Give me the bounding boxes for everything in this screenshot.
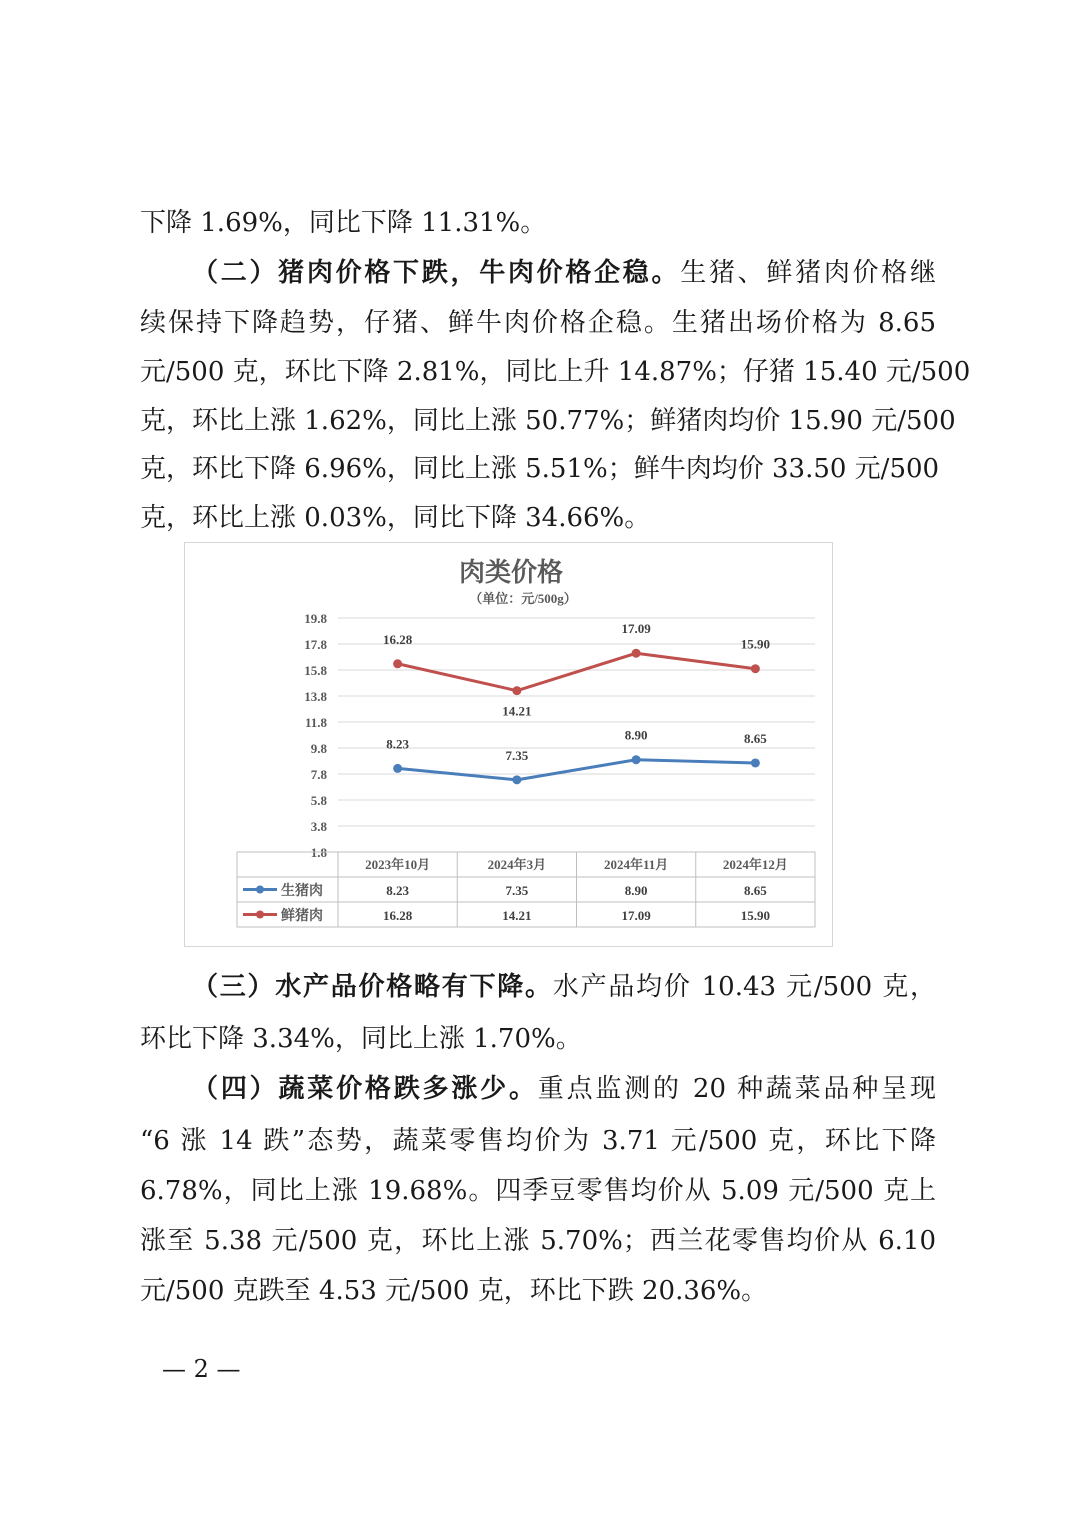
y-tick-label: 5.8 — [310, 793, 327, 808]
data-label: 8.90 — [624, 727, 648, 743]
data-table-cell: 14.21 — [502, 908, 532, 923]
paragraph-text: 元/500 克跌至 4.53 元/500 克，环比下跌 20.36%。 — [140, 1276, 768, 1306]
paragraph-text: 下降 1.69%，同比下降 11.31%。 — [140, 208, 547, 238]
page-number: — 2 — — [162, 1355, 241, 1383]
data-point — [393, 764, 402, 773]
section-heading: （二）猪肉价格下跌，牛肉价格企稳。 — [192, 258, 681, 288]
paragraph-4-line — [140, 1174, 936, 1208]
section-heading: （三）水产品价格略有下降。 — [192, 972, 553, 1002]
meat-price-chart — [184, 542, 833, 947]
data-table-cell: 8.23 — [386, 883, 409, 898]
category-label: 2024年12月 — [722, 857, 788, 872]
paragraph-text: 环比下降 3.34%，同比上涨 1.70%。 — [140, 1024, 582, 1054]
legend-marker-key — [256, 886, 264, 894]
section-heading: （四）蔬菜价格跌多涨少。 — [192, 1074, 538, 1104]
paragraph-text: “6 涨 14 跌”态势，蔬菜零售均价为 3.71 元/500 克，环比下降 — [140, 1126, 936, 1156]
series-line-2 — [398, 653, 756, 690]
chart-canvas — [185, 543, 834, 948]
legend-series-name: 鲜猪肉 — [281, 909, 323, 924]
paragraph-text: 克，环比下降 6.96%，同比上涨 5.51%；鲜牛肉均价 33.50 元/500 — [140, 454, 940, 484]
category-label: 2024年3月 — [487, 857, 547, 872]
data-label: 8.65 — [744, 730, 767, 746]
data-point — [393, 659, 402, 668]
data-point — [632, 755, 641, 764]
data-point — [751, 664, 760, 673]
data-label: 15.90 — [740, 636, 770, 652]
data-point — [512, 775, 521, 784]
data-point — [632, 649, 641, 658]
data-table-cell: 8.65 — [744, 883, 767, 898]
y-tick-label: 19.8 — [304, 611, 327, 626]
paragraph-2-line — [140, 452, 940, 486]
paragraph-text: 重点监测的 20 种蔬菜品种呈现 — [537, 1074, 936, 1104]
legend-marker-key — [256, 911, 264, 919]
paragraph-2-line — [140, 355, 971, 389]
data-table-cell: 16.28 — [383, 908, 413, 923]
data-label: 7.35 — [505, 747, 529, 763]
category-label: 2023年10月 — [365, 857, 431, 872]
paragraph-text: 克，环比上涨 1.62%，同比上涨 50.77%；鲜猪肉均价 15.90 元/500 — [140, 406, 956, 436]
chart-subtitle: （单位：元/500g） — [469, 591, 577, 606]
y-tick-label: 9.8 — [310, 741, 327, 756]
paragraph-text: 元/500 克，环比下降 2.81%，同比上升 14.87%；仔猪 15.40 元/500 — [140, 357, 971, 387]
y-tick-label: 7.8 — [310, 767, 327, 782]
data-label: 17.09 — [621, 621, 651, 637]
paragraph-2-line — [192, 256, 936, 290]
paragraph-4-line — [140, 1274, 936, 1308]
category-label: 2024年11月 — [603, 857, 669, 872]
paragraph-text: 涨至 5.38 元/500 克，环比上涨 5.70%；西兰花零售均价从 6.10 — [140, 1226, 936, 1256]
paragraph-text: 续保持下降趋势，仔猪、鲜牛肉价格企稳。生猪出场价格为 8.65 — [140, 308, 936, 338]
paragraph-3-line — [192, 970, 936, 1004]
paragraph-2-line — [140, 404, 956, 438]
data-table-cell: 17.09 — [621, 908, 651, 923]
paragraph-4-line — [140, 1224, 936, 1258]
chart-title: 肉类价格 — [458, 558, 564, 587]
y-tick-label: 3.8 — [310, 819, 327, 834]
data-table-cell: 15.90 — [740, 908, 770, 923]
y-tick-label: 15.8 — [304, 663, 327, 678]
paragraph-3-line — [140, 1022, 936, 1056]
paragraph-1-line — [140, 206, 936, 240]
y-tick-label: 11.8 — [304, 715, 327, 730]
data-point — [512, 686, 521, 695]
series-line-1 — [398, 760, 756, 780]
paragraph-4-line — [192, 1072, 936, 1106]
data-label: 16.28 — [383, 631, 413, 647]
paragraph-text: 水产品均价 10.43 元/500 克， — [552, 972, 936, 1002]
data-point — [751, 758, 760, 767]
paragraph-text: 克，环比上涨 0.03%，同比下降 34.66%。 — [140, 503, 651, 533]
paragraph-text: 6.78%，同比上涨 19.68%。四季豆零售均价从 5.09 元/500 克上 — [140, 1176, 936, 1206]
data-table-cell: 7.35 — [505, 883, 529, 898]
paragraph-text: 生猪、鲜猪肉价格继 — [680, 258, 936, 288]
data-label: 8.23 — [386, 736, 409, 752]
y-tick-label: 17.8 — [304, 637, 327, 652]
paragraph-4-line — [140, 1124, 936, 1158]
y-tick-label: 1.8 — [310, 845, 327, 860]
legend-series-name: 生猪肉 — [281, 884, 323, 899]
data-table-cell: 8.90 — [624, 883, 648, 898]
data-label: 14.21 — [502, 703, 532, 719]
paragraph-2-line — [140, 306, 936, 340]
y-tick-label: 13.8 — [304, 689, 327, 704]
paragraph-2-line — [140, 501, 936, 535]
